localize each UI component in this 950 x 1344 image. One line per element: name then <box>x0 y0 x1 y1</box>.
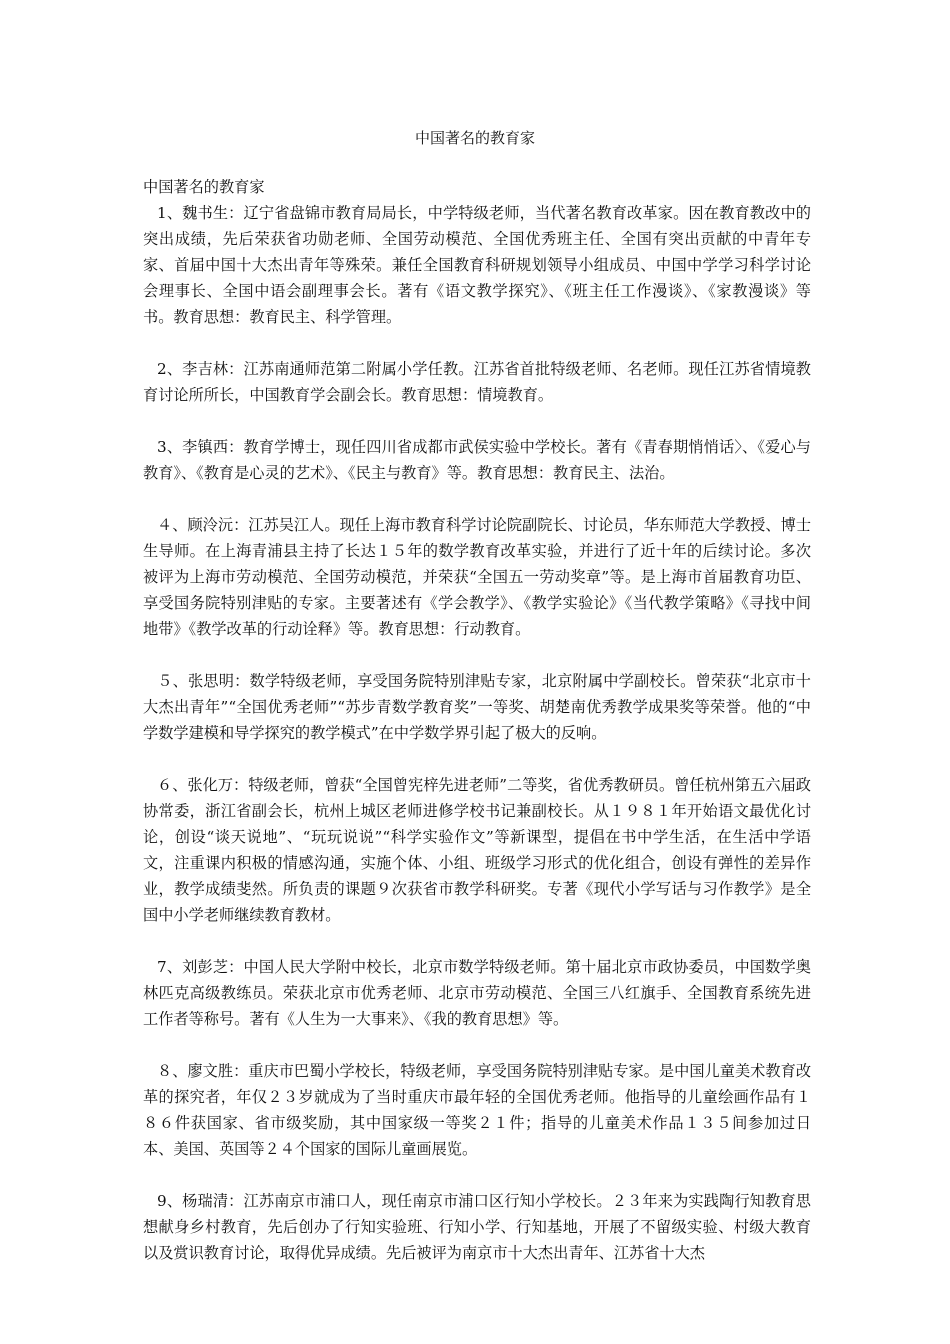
paragraph-weishusheng <box>143 200 811 330</box>
paragraph-lizhenxi <box>143 434 811 486</box>
paragraph-text: 1、魏书生：辽宁省盘锦市教育局局长，中学特级老师，当代著名教育改革家。因在教育教改中的突出成绩，先后荣获省功勋老师、全国劳动模范、全国优秀班主任、全国有突出贡献的中青年专家、首届中国十大杰出青年等殊荣。兼任全国教育科研规划领导小组成员、中国中学学习科学讨论会理事长、全国中语会副理事会长。著有《语文教学探究》、《班主任工作漫谈》、《家教漫谈》等书。教育思想：教育民主、科学管理。 <box>143 204 811 326</box>
paragraph-liaowensheng <box>143 1058 811 1162</box>
paragraph-text: 9、杨瑞清：江苏南京市浦口人，现任南京市浦口区行知小学校长。２３年来为实践陶行知教育思想献身乡村教育，先后创办了行知实验班、行知小学、行知基地，开展了不留级实验、村级大教育以及赏识教育讨论，取得优异成绩。先后被评为南京市十大杰出青年、江苏省十大杰 <box>143 1192 811 1262</box>
paragraph-lijilin <box>143 356 811 408</box>
paragraph-text: ６、张化万：特级老师，曾获“全国曾宪梓先进老师”二等奖，省优秀教研员。曾任杭州第五六届政协常委，浙江省副会长，杭州上城区老师进修学校书记兼副校长。从１９８１年开始语文最优化讨论，创设“谈天说地”、“玩玩说说”“科学实验作文”等新课型，提倡在书中学生活，在生活中学语文，注重课内积极的情感沟通，实施个体、小组、班级学习形式的优化组合，创设有弹性的差异作业，教学成绩斐然。所负责的课题９次获省市教学科研奖。专著《现代小学写话与习作教学》是全国中小学老师继续教育教材。 <box>143 776 811 924</box>
paragraph-text: ８、廖文胜：重庆市巴蜀小学校长，特级老师，享受国务院特别津贴专家。是中国儿童美术教育改革的探究者，年仅２３岁就成为了当时重庆市最年轻的全国优秀老师。他指导的儿童绘画作品有１８６件获国家、省市级奖励，其中国家级一等奖２１件；指导的儿童美术作品１３５间参加过日本、美国、英国等２４个国家的国际儿童画展览。 <box>143 1062 811 1158</box>
paragraph-text: 2、李吉林：江苏南通师范第二附属小学任教。江苏省首批特级老师、名老师。现任江苏省情境教育讨论所所长，中国教育学会副会长。教育思想：情境教育。 <box>143 360 811 404</box>
body-heading: 中国著名的教育家 <box>143 178 265 196</box>
paragraph-text: ５、张思明：数学特级老师，享受国务院特别津贴专家，北京附属中学副校长。曾荣获“北京市十大杰出青年”“全国优秀老师”“苏步青数学教育奖”一等奖、胡楚南优秀教学成果奖等荣誉。他的“中学数学建模和导学探究的教学模式”在中学数学界引起了极大的反响。 <box>143 672 811 742</box>
paragraph-liupengzhi <box>143 954 811 1032</box>
paragraph-text: ４、顾泠沅：江苏吴江人。现任上海市教育科学讨论院副院长、讨论员，华东师范大学教授、博士生导师。在上海青浦县主持了长达１５年的数学教育改革实验，并进行了近十年的后续讨论。多次被评为上海市劳动模范、全国劳动模范，并荣获“全国五一劳动奖章”等。是上海市首届教育功臣、享受国务院特别津贴的专家。主要著述有《学会教学》、《教学实验论》《当代教学策略》《寻找中间地带》《教学改革的行动诠释》等。教育思想：行动教育。 <box>143 516 811 638</box>
paragraph-text: 3、李镇西：教育学博士，现任四川省成都市武侯实验中学校长。著有《青春期悄悄话〉、《爱心与教育》、《教育是心灵的艺术》、《民主与教育》等。教育思想：教育民主、法治。 <box>143 438 811 482</box>
document-body <box>143 174 811 1292</box>
paragraph-yangruiqing <box>143 1188 811 1266</box>
paragraph-zhangsiming <box>143 668 811 746</box>
paragraph-gulingyuan <box>143 512 811 642</box>
paragraph-text: 7、刘彭芝：中国人民大学附中校长，北京市数学特级老师。第十届北京市政协委员，中国数学奥林匹克高级教练员。荣获北京市优秀老师、北京市劳动模范、全国三八红旗手、全国教育系统先进工作者等称号。著有《人生为一大事来》、《我的教育思想》等。 <box>143 958 811 1028</box>
document-title: 中国著名的教育家 <box>414 129 535 147</box>
paragraph-zhanghuawan <box>143 772 811 928</box>
